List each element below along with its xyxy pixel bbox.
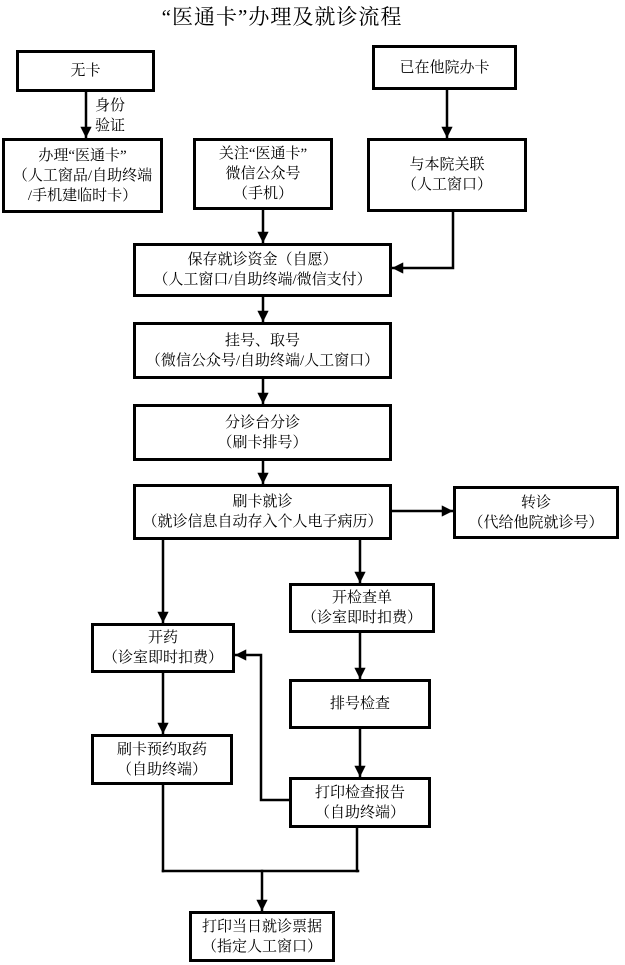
node-print-receipt [189,911,335,962]
node-follow-wechat-label: （手机） [232,186,293,202]
node-referral-label: 转诊 [520,494,551,511]
node-reserve-medicine [91,734,233,785]
node-swipe-visit-label: （就诊信息自动存入个人电子病历） [142,514,383,530]
node-triage [133,404,392,461]
node-deposit-funds-label: 保存就诊资金（自愿） [187,252,338,268]
node-deposit-funds-label: （人工窗口/自助终端/微信支付） [153,272,372,288]
node-apply-card-label: /手机建临时卡） [27,187,138,204]
node-no-card-label: 无卡 [70,63,101,79]
node-deposit-funds [133,243,392,297]
edge-report-to-prescribe [235,655,289,800]
node-queue-test-label: 排号检查 [329,696,390,712]
page-title: “医通卡”办理及就诊流程 [161,5,403,29]
edge-label-line: 验证 [95,118,126,134]
node-prescribe-label: （诊室即时扣费） [102,650,223,666]
node-register [133,322,392,379]
node-order-tests-label: （诊室即时扣费） [301,610,422,626]
edge-link-to-deposit [392,212,453,268]
node-order-tests [289,583,435,633]
node-apply-card-label: 办理“医通卡” [38,147,127,164]
node-reserve-medicine-label: （自助终端） [116,761,207,778]
node-link-hospital [367,138,527,212]
node-follow-wechat [193,138,333,210]
edge-label-line: 身份 [95,98,126,114]
node-apply-card-label: （人工窗品/自助终端 [12,167,153,184]
node-register-label: （微信公众号/自助终端/人工窗口） [145,352,380,369]
node-swipe-visit-label: 刷卡就诊 [232,494,293,510]
node-print-report-label: 打印检查报告 [314,784,405,801]
node-no-card [16,50,155,92]
node-triage-label: （刷卡排号） [217,434,308,451]
node-print-receipt-label: （指定人工窗口） [201,938,322,955]
edge-label-nocard-to-apply [95,96,125,136]
node-triage-label: 分诊台分诊 [224,414,300,431]
node-apply-card [2,138,163,213]
node-queue-test [289,679,431,729]
node-follow-wechat-label: 关注“医通卡” [218,146,308,162]
node-referral-label: （代给他院就诊号） [468,514,604,531]
node-link-hospital-label: （人工窗口） [401,177,492,193]
node-other-hospital-card [372,45,517,90]
node-order-tests-label: 开检查单 [331,590,392,606]
node-print-report [289,777,431,828]
node-print-report-label: （自助终端） [314,804,405,821]
node-link-hospital-label: 与本院关联 [409,157,485,173]
node-swipe-visit [133,484,392,540]
node-print-receipt-label: 打印当日就诊票据 [201,918,322,935]
node-referral [453,486,619,539]
node-register-label: 挂号、取号 [224,332,300,349]
node-other-hospital-card-label: 已在他院办卡 [399,59,490,76]
node-prescribe [91,623,235,673]
node-reserve-medicine-label: 刷卡预约取药 [116,741,207,758]
node-prescribe-label: 开药 [147,630,178,646]
node-follow-wechat-label: 微信公众号 [225,166,301,182]
